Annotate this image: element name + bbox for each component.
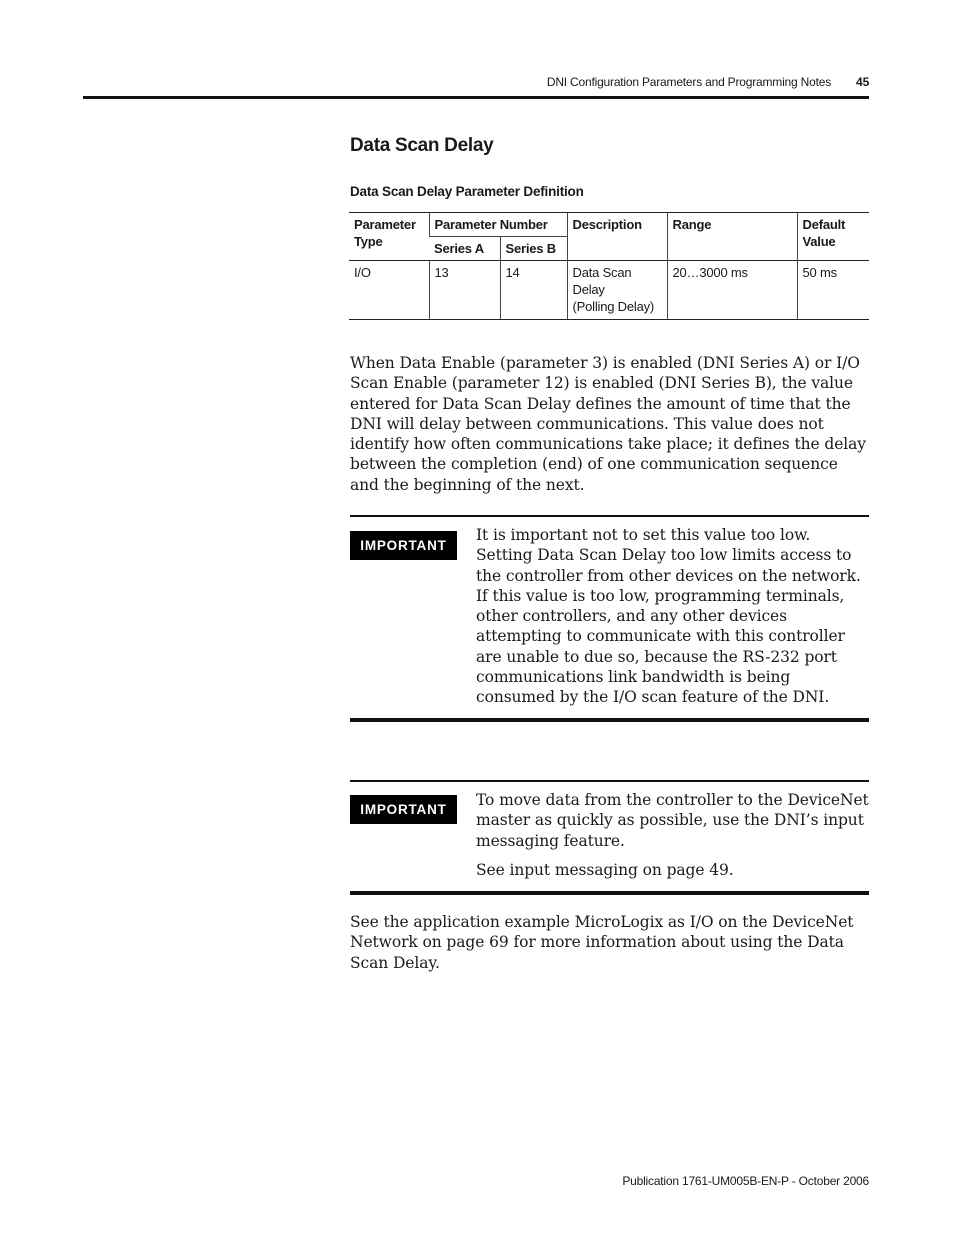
cell-description	[567, 261, 667, 320]
parameter-table	[349, 212, 869, 320]
important-label: IMPORTANT	[350, 795, 457, 824]
body-paragraph: See the application example MicroLogix as I/O on the DeviceNet Network on page 69 for more information about using the Data Scan Delay.	[350, 913, 854, 972]
cell-series-b: 14	[500, 261, 567, 320]
header-description: Description	[567, 213, 667, 261]
publication-footer: Publication 1761-UM005B-EN-P - October 2006	[622, 1174, 869, 1188]
cell-range: 20…3000 ms	[667, 261, 797, 320]
important-text: It is important not to set this value too low. Setting Data Scan Delay too low limits access to the controller from other devices on the network. If this value is too low, programming terminals, other controllers, and any other devices attempting to communicate with this controller are unable to due so, because the RS-232 port communications link bandwidth is being consumed by the I/O scan feature of the DNI.	[476, 526, 861, 707]
important-cross-reference: See input messaging on page 49.	[476, 861, 734, 879]
cell-series-a: 13	[429, 261, 500, 320]
important-notice	[350, 515, 869, 722]
table-row	[349, 261, 869, 320]
body-paragraph: When Data Enable (parameter 3) is enabled (DNI Series A) or I/O Scan Enable (parameter 12) is enabled (DNI Series B), the value entered for Data Scan Delay defines the amount of time that the DNI will delay between communications. This value does not identify how often communications take place; it defines the delay between the completion (end) of one communication sequence and the beginning of the next.	[350, 354, 866, 494]
table-caption: Data Scan Delay Parameter Definition	[350, 184, 584, 199]
description-line: Data Scan	[572, 265, 632, 280]
description-line: (Polling Delay)	[572, 299, 655, 314]
header-parameter-number: Parameter Number	[429, 213, 567, 237]
header-default-value: Default Value	[797, 213, 869, 261]
running-header-title: DNI Configuration Parameters and Programming Notes	[546, 75, 831, 89]
header-rule	[83, 96, 869, 99]
header-range: Range	[667, 213, 797, 261]
cell-default-value: 50 ms	[797, 261, 869, 320]
section-title: Data Scan Delay	[350, 135, 494, 156]
header-series-a: Series A	[429, 237, 500, 261]
important-notice	[350, 780, 869, 895]
cell-parameter-type: I/O	[349, 261, 429, 320]
page-number: 45	[856, 75, 870, 89]
important-label: IMPORTANT	[350, 531, 457, 560]
important-text: To move data from the controller to the DeviceNet master as quickly as possible, use the DNI’s input messaging feature.	[476, 791, 869, 850]
description-line: Delay	[572, 282, 605, 297]
header-parameter-type: Parameter Type	[349, 213, 429, 261]
header-series-b: Series B	[500, 237, 567, 261]
